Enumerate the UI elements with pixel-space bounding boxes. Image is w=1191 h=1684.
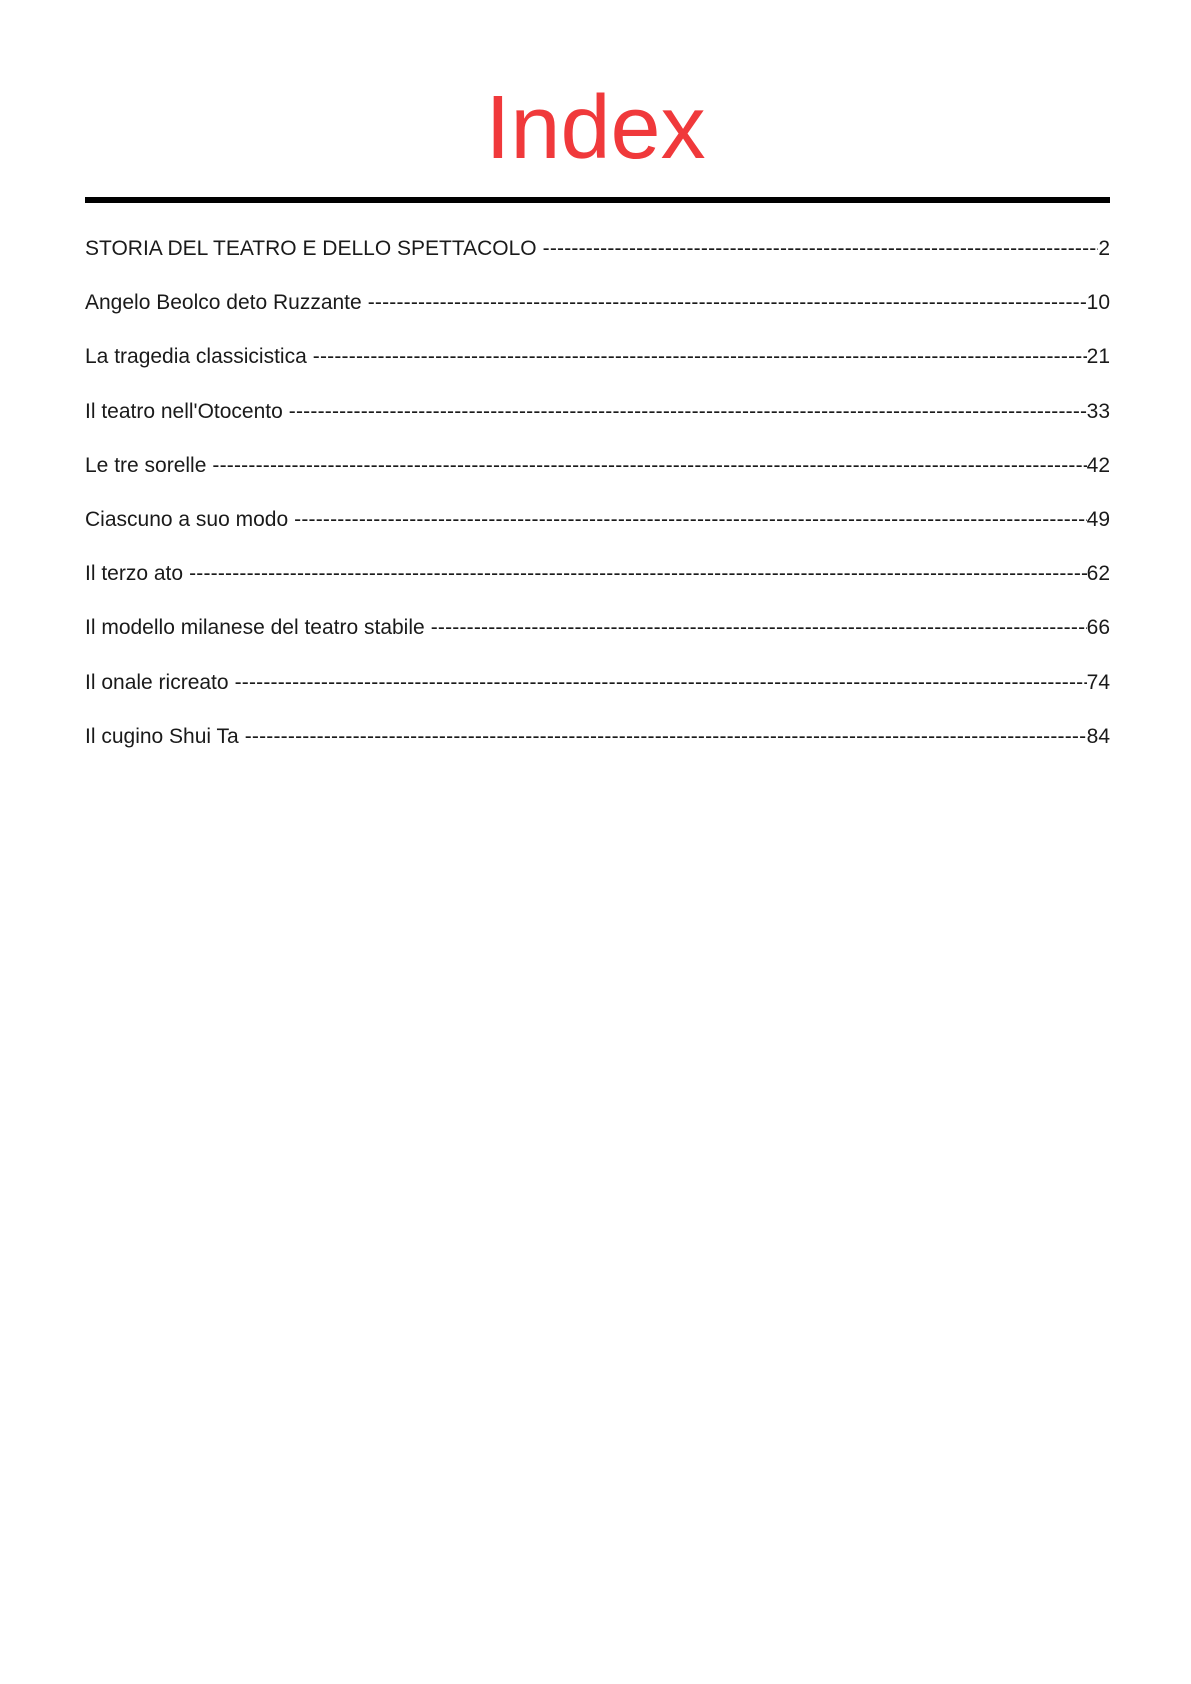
toc-leader	[543, 234, 1099, 264]
toc-entry[interactable]	[85, 613, 1110, 667]
toc-leader	[368, 288, 1087, 318]
toc-leader	[189, 559, 1087, 589]
toc-page-number: 42	[1086, 453, 1110, 477]
toc-leader	[245, 722, 1087, 752]
toc-entry-title: Il terzo ato	[85, 562, 184, 586]
toc-entry[interactable]	[85, 559, 1110, 613]
toc-page-number: 10	[1086, 291, 1110, 315]
toc-leader	[212, 451, 1086, 481]
toc-entry[interactable]	[85, 668, 1110, 722]
toc-entry-title: Il cugino Shui Ta	[85, 724, 239, 748]
toc-entry-title: STORIA DEL TEATRO E DELLO SPETTACOLO	[85, 237, 537, 260]
toc-page-number: 2	[1098, 237, 1110, 260]
toc-page-number: 49	[1086, 507, 1110, 531]
toc-entry-title: Il onale ricreato	[85, 670, 229, 694]
toc-leader	[294, 505, 1087, 535]
toc-page-number: 62	[1086, 562, 1110, 586]
toc-leader	[431, 613, 1087, 643]
toc-entry-title: Il modello milanese del teatro stabile	[85, 616, 425, 640]
title-divider	[85, 197, 1110, 203]
toc-entry-title: Le tre sorelle	[85, 453, 207, 477]
toc-entry-title: Angelo Beolco deto Ruzzante	[85, 291, 362, 315]
toc-leader	[313, 342, 1087, 372]
toc-entry-title: La tragedia classicistica	[85, 345, 307, 369]
toc-entry[interactable]	[85, 397, 1110, 451]
toc-page-number: 66	[1086, 616, 1110, 640]
toc-entry[interactable]	[85, 451, 1110, 505]
page-title: Index	[485, 78, 706, 178]
toc-entry[interactable]	[85, 288, 1110, 342]
toc-entry[interactable]	[85, 342, 1110, 396]
toc-page-number: 21	[1086, 345, 1110, 369]
toc-leader	[289, 397, 1087, 427]
toc-entry[interactable]	[85, 234, 1110, 288]
toc-leader	[235, 668, 1087, 698]
toc-page-number: 74	[1086, 670, 1110, 694]
toc-page-number: 33	[1086, 399, 1110, 423]
toc-page-number: 84	[1086, 724, 1110, 748]
toc-entry[interactable]	[85, 722, 1110, 776]
toc-entry-title: Ciascuno a suo modo	[85, 507, 289, 531]
toc-entry[interactable]	[85, 505, 1110, 559]
table-of-contents	[85, 234, 1110, 776]
toc-entry-title: Il teatro nell'Otocento	[85, 399, 283, 423]
